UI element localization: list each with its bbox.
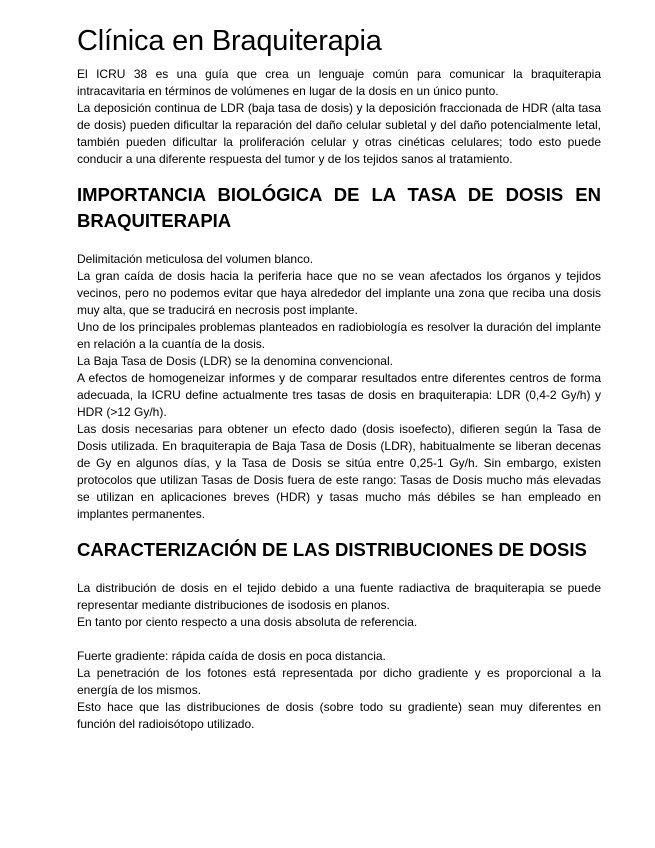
section1-paragraph-4: La Baja Tasa de Dosis (LDR) se la denomina convencional. xyxy=(77,354,393,368)
section2-paragraph-2: En tanto por ciento respecto a una dosis absoluta de referencia. xyxy=(77,615,418,629)
spacer xyxy=(77,523,601,537)
document-page xyxy=(77,24,601,733)
section1-paragraph-5: A efectos de homogeneizar informes y de comparar resultados entre diferentes centros de forma adecuada, la ICRU define actualmente tres tasas de dosis en braquiterapia: LDR (0,4-2 Gy/h) y HDR (>12 Gy/h). xyxy=(77,371,601,419)
section1-paragraph-2: La gran caída de dosis hacia la periferia hace que no se vean afectados los órganos y tejidos vecinos, pero no podemos evitar que haya alrededor del implante una zona que reciba una dosis muy alta, que se traducirá en necrosis post implante. xyxy=(77,269,601,317)
section1-paragraph-6: Las dosis necesarias para obtener un efecto dado (dosis isoefecto), difieren según la Tasa de Dosis utilizada. En braquiterapia de Baja Tasa de Dosis (LDR), habitualmente se liberan decenas de Gy en algunos días, y la Tasa de Dosis se sitúa entre 0,25-1 Gy/h. Sin embargo, existen protocolos que utilizan Tasas de Dosis fuera de este rango: Tasas de Dosis mucho más elevadas se utilizan en aplicaciones breves (HDR) y tasas mucho más débiles se han empleado en implantes permanentes. xyxy=(77,422,601,521)
section-heading-caracterizacion: CARACTERIZACIÓN DE LAS DISTRIBUCIONES DE DOSIS xyxy=(77,539,587,560)
section-heading-importancia: IMPORTANCIA BIOLÓGICA DE LA TASA DE DOSIS EN BRAQUITERAPIA xyxy=(77,184,601,231)
section2-paragraph-1: La distribución de dosis en el tejido debido a una fuente radiactiva de braquiterapia se puede representar mediante distribuciones de isodosis en planos. xyxy=(77,581,601,612)
spacer xyxy=(77,168,601,182)
section1-paragraph-3: Uno de los principales problemas planteados en radiobiología es resolver la duración del implante en relación a la cuantía de la dosis. xyxy=(77,320,601,351)
blank-line xyxy=(77,631,601,648)
spacer xyxy=(77,234,601,251)
intro-paragraph-1: El ICRU 38 es una guía que crea un lenguaje común para comunicar la braquiterapia intracavitaria en términos de volúmenes en lugar de la dosis en un único punto. xyxy=(77,67,601,98)
section2-paragraph-5: Esto hace que las distribuciones de dosis (sobre todo su gradiente) sean muy diferentes en función del radioisótopo utilizado. xyxy=(77,700,601,731)
intro-paragraph-2: La deposición continua de LDR (baja tasa de dosis) y la deposición fraccionada de HDR (alta tasa de dosis) pueden dificultar la reparación del daño celular subletal y del daño potencialmente letal, también pueden dificultar la proliferación celular y otras cinéticas celulares; todo esto puede conducir a una diferente respuesta del tumor y de los tejidos sanos al tratamiento. xyxy=(77,101,601,166)
page-title: Clínica en Braquiterapia xyxy=(77,25,382,57)
section2-paragraph-3: Fuerte gradiente: rápida caída de dosis en poca distancia. xyxy=(77,649,386,663)
section2-paragraph-4: La penetración de los fotones está representada por dicho gradiente y es proporcional a la energía de los mismos. xyxy=(77,666,601,697)
section1-paragraph-1: Delimitación meticulosa del volumen blanco. xyxy=(77,252,314,266)
spacer xyxy=(77,563,601,580)
